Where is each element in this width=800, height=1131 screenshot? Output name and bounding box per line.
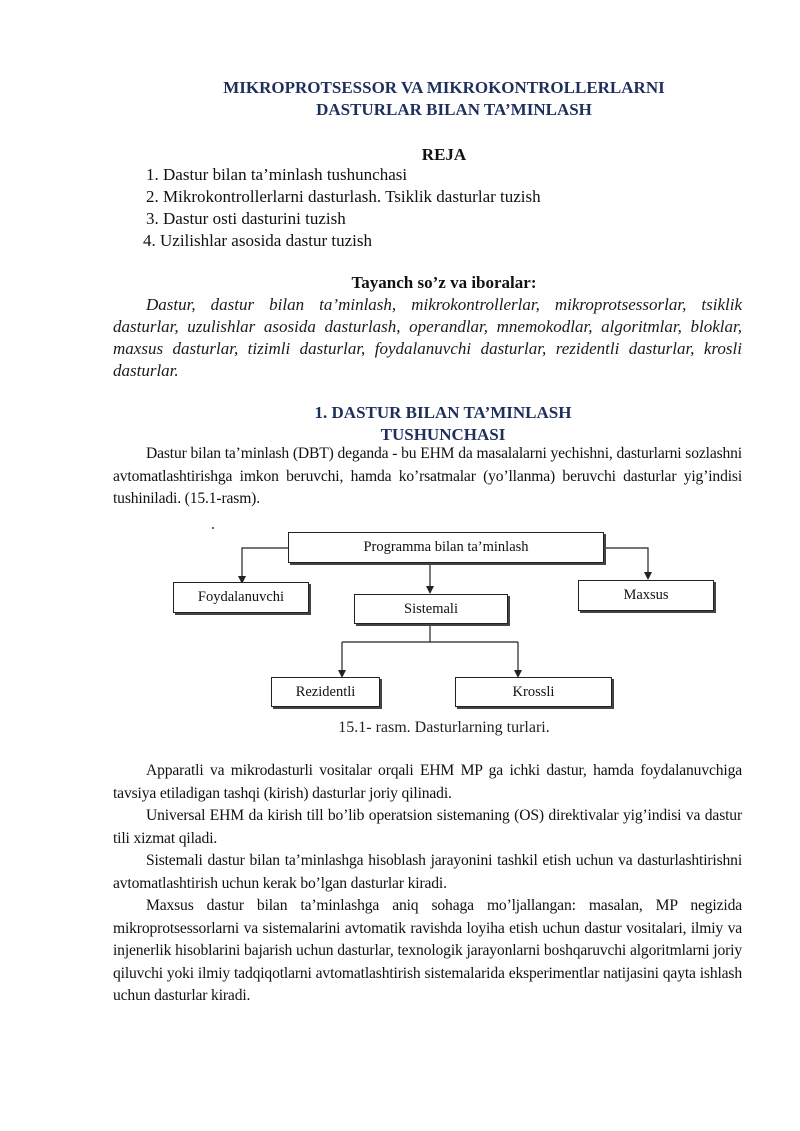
- diagram-box-middle: [354, 594, 508, 624]
- body-paragraph: Maxsus dastur bilan ta’minlashga aniq sohaga mo’ljallangan: masalan, MP negizida mikroprotsessorlarni va sistemalarini avtomatik ravishda loyiha etish uchun dastur vositalari, ilmiy va injenerlik hisoblarini bajarish uchun dasturlar, texnologik jarayonlarni boshqaruvchi algoritmlarni joriy qiluvchi yoki ilmiy tadqiqotlarni avtomatlashtirish sistemalarida eksperimentlar natijasini qayta ishlash uchun dasturlar kiradi.: [113, 897, 742, 1004]
- diagram-label-left: Foydalanuvchi: [197, 589, 285, 605]
- plan-item: 4. Uzilishlar asosida dastur tuzish: [143, 231, 372, 250]
- section-title-line-1: 1. DASTUR BILAN TA’MINLASH: [314, 403, 572, 422]
- diagram-box-bottom-right: [455, 677, 612, 707]
- section-title-line-2: TUSHUNCHASI: [380, 425, 506, 444]
- plan-heading: REJA: [421, 145, 467, 164]
- diagram-label-right: Maxsus: [623, 587, 669, 603]
- document-title-line-1: MIKROPROTSESSOR VA MIKROKONTROLLERLARNI: [223, 78, 665, 97]
- body-paragraphs: [113, 760, 742, 1008]
- diagram-box-bottom-left: [271, 677, 380, 707]
- diagram-box-root: [288, 532, 604, 563]
- diagram-box-left: [173, 582, 309, 613]
- diagram-label-root: Programma bilan ta’minlash: [363, 539, 529, 555]
- document-title-line-2: DASTURLAR BILAN TA’MINLASH: [316, 100, 592, 119]
- body-paragraph: Sistemali dastur bilan ta’minlashga hisoblash jarayonini tashkil etish uchun va dasturlashtirishni avtomatlashtirish uchun kerak bo’lgan dasturlar kiradi.: [113, 852, 742, 892]
- figure-caption: 15.1- rasm. Dasturlarning turlari.: [338, 719, 550, 736]
- body-paragraph: Apparatli va mikrodasturli vositalar orqali EHM MP ga ichki dastur, hamda foydalanuvchiga tavsiya etiladigan tashqi (kirish) dasturlar joriy qilinadi.: [113, 762, 742, 802]
- diagram-label-bottom-left: Rezidentli: [295, 683, 356, 700]
- diagram-label-middle: Sistemali: [404, 600, 458, 617]
- section-intro: [113, 443, 742, 511]
- software-types-diagram: [160, 526, 720, 716]
- plan-item: 3. Dastur osti dasturini tuzish: [146, 209, 346, 228]
- keywords-text: Dastur, dastur bilan ta’minlash, mikrokontrollerlar, mikroprotsessorlar, tsiklik dasturlar, uzulishlar asosida dasturlash, operandlar, mnemokodlar, algoritmlar, bloklar, maxsus dasturlar, tizimli dasturlar, foydalanuvchi dasturlar, rezidentli dasturlar, krosli dasturlar.: [113, 295, 742, 380]
- diagram-label-bottom-right: Krossli: [512, 683, 555, 700]
- body-paragraph: Universal EHM da kirish till bo’lib operatsion sistemaning (OS) direktivalar yig’indisi va dastur tili xizmat qiladi.: [113, 807, 742, 847]
- intro-paragraph: Dastur bilan ta’minlash (DBT) deganda - bu EHM da masalalarni yechishni, dasturlarni sozlashni avtomatlashtirishga imkon beruvchi, hamda ko’rsatmalar (yo’llanma) beruvchi dasturlar yig’indisi tushiniladi. (15.1-rasm).: [113, 445, 742, 507]
- plan-item: 1. Dastur bilan ta’minlash tushunchasi: [146, 165, 408, 184]
- keywords-heading: Tayanch so’z va iboralar:: [351, 273, 537, 292]
- plan-item: 2. Mikrokontrollerlarni dasturlash. Tsiklik dasturlar tuzish: [146, 187, 541, 206]
- diagram-box-right: [578, 580, 714, 611]
